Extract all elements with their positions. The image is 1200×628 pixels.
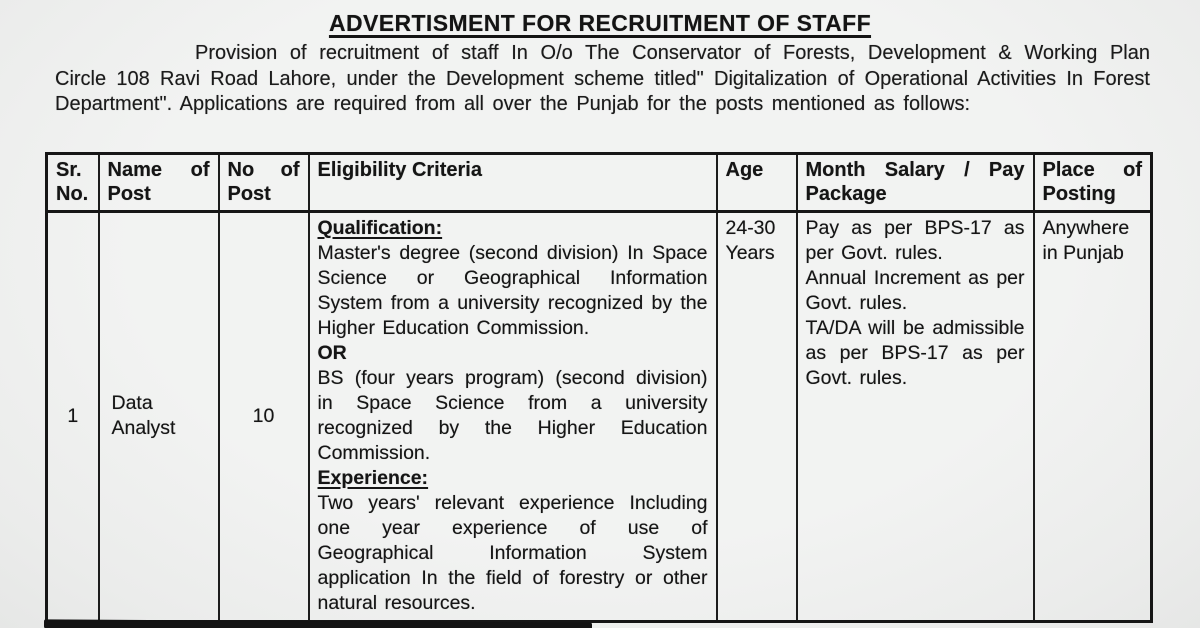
salary-line: TA/DA will be admissible as per BPS-17 as per Govt. rules. (805, 317, 1025, 389)
experience-heading: Experience: (317, 467, 429, 489)
header-cell-salary: Month Salary / Pay Package (797, 154, 1034, 212)
header-cell-sr-no: Sr. No. (47, 154, 99, 212)
cell-sr-no: 1 (47, 212, 99, 622)
cell-place: Anywhere in Punjab (1034, 212, 1152, 622)
page-title-text: ADVERTISMENT FOR RECRUITMENT OF STAFF (328, 10, 872, 36)
header-cell-name-of-post: Name of Post (99, 154, 219, 212)
header-cell-eligibility: Eligibility Criteria (309, 154, 717, 212)
qualification-heading: Qualification: (317, 217, 443, 239)
salary-line: Annual Increment as per Govt. rules. (805, 267, 1025, 314)
salary-line: Pay as per BPS-17 as per Govt. rules. (805, 217, 1025, 264)
bs-text: BS (four years program) (second division) in Space Science from a university recognized by the Higher Education Commission. (317, 367, 708, 464)
recruitment-table (45, 152, 1153, 623)
page-title (40, 10, 1160, 37)
cell-age: 24-30 Years (717, 212, 797, 622)
qualification-text: Master's degree (second division) In Space Science or Geographical Information System from a university recognized by the Higher Education Commission. (317, 242, 708, 339)
experience-text: Two years' relevant experience Including one year experience of use of Geographical Information System application In the field of forestry or other natural resources. (317, 492, 708, 614)
cell-eligibility (309, 212, 717, 622)
or-label: OR (317, 342, 347, 364)
cell-post-count: 10 (219, 212, 309, 622)
cell-salary (797, 212, 1034, 622)
header-cell-place: Place of Posting (1034, 154, 1152, 212)
cell-post-name: Data Analyst (99, 212, 219, 622)
intro-paragraph: Provision of recruitment of staff In O/o The Conservator of Forests, Development & Working Plan Circle 108 Ravi Road Lahore, under the Development scheme titled" Digitalization of Operational Activities In Forest Department". Applications are required from all over the Punjab for the posts mentioned as follows: (55, 42, 1150, 115)
header-cell-age: Age (717, 154, 797, 212)
table-row (47, 212, 1152, 622)
header-cell-no-of-post: No of Post (219, 154, 309, 212)
table-header-row (47, 154, 1152, 212)
